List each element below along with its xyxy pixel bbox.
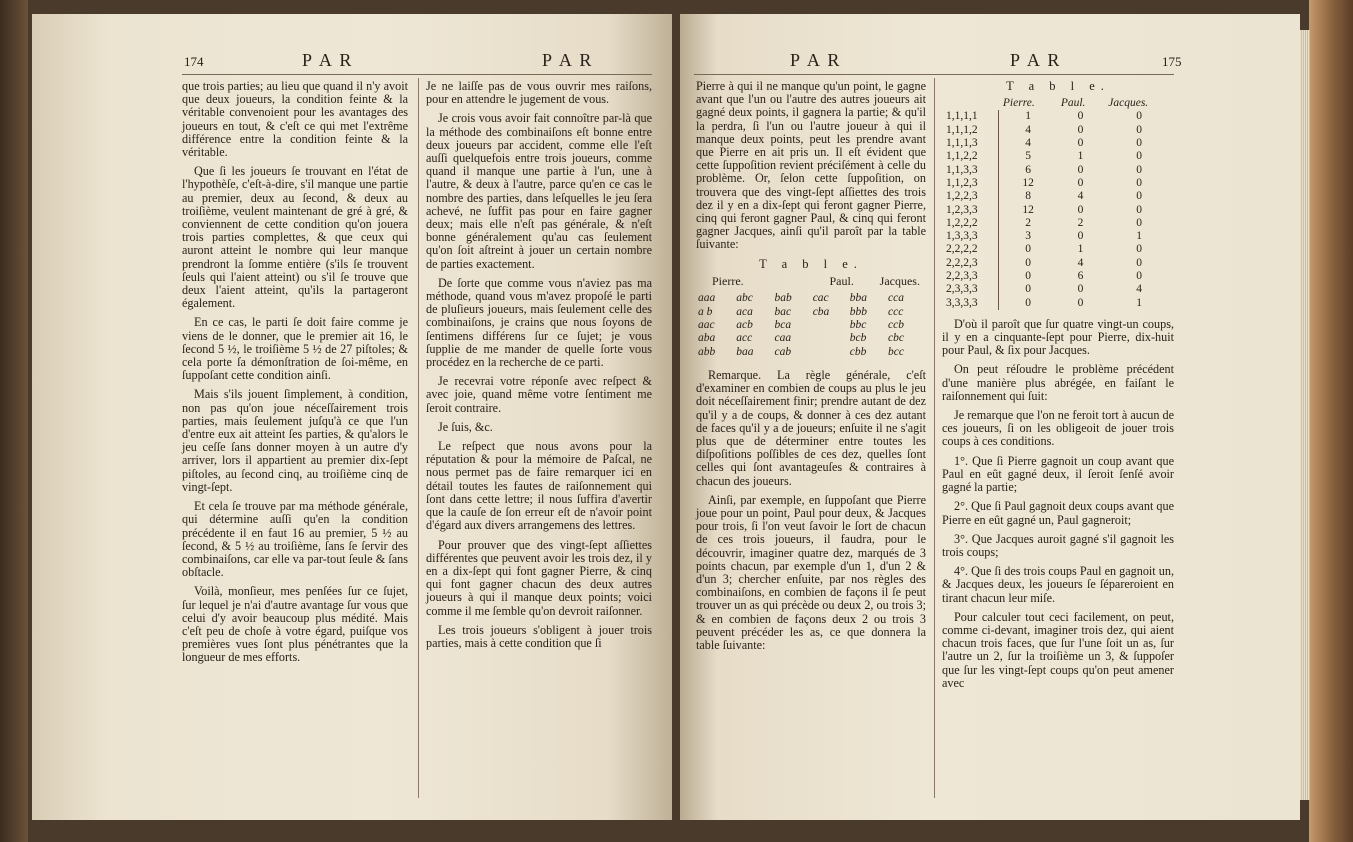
table-cell: 1 <box>1136 296 1142 309</box>
header-rule <box>182 74 652 75</box>
table-cell: 3 <box>1025 230 1031 243</box>
table-cell: cab <box>774 345 792 358</box>
arrangements-table <box>696 292 922 359</box>
table-cell: 0 <box>1077 230 1084 243</box>
table-row <box>696 292 922 305</box>
table-cell: ccc <box>888 305 904 318</box>
paragraph: Je ne laiſſe pas de vous ouvrir mes raiſons, pour en attendre le jugement de vous. <box>426 79 652 107</box>
table-cell: 0 <box>1077 163 1084 176</box>
table-cell: baa <box>736 345 754 358</box>
column-header: Pierre. <box>712 273 744 288</box>
table-cell: 4 <box>1077 190 1084 203</box>
table-cell: 1 <box>1136 230 1142 243</box>
table-row <box>942 297 1174 310</box>
column-header: Jacques. <box>1108 97 1149 110</box>
running-head-left: P A R <box>790 50 842 70</box>
table-cell: 0 <box>1136 270 1142 283</box>
table-cell: 0 <box>1136 176 1142 189</box>
table-cell: 1,1,2,3 <box>942 177 999 190</box>
table-cell: 0 <box>1025 256 1031 269</box>
table-cell: 0 <box>1136 163 1142 176</box>
table-cell: 2 <box>1025 216 1031 229</box>
table-row <box>696 305 922 318</box>
table-cell: bbc <box>849 318 867 331</box>
table-cell: 2,2,2,3 <box>942 257 999 270</box>
paragraph: Pour prouver que des vingt-ſept aſſiettes différentes que peuvent avoir les trois dez, il y en a dix-ſept qui font gagner Pierre, & cinq qui font gagner chacun des deux autres joueurs à qui il manque deux points; voici comme il me ſemble qu'on devroit raiſonner. <box>426 537 652 618</box>
header-rule <box>694 74 1174 75</box>
table-row <box>942 177 1174 190</box>
right-page-column-2 <box>942 80 1174 696</box>
table-title: T a b l e. <box>1006 79 1110 93</box>
table-cell: 2,3,3,3 <box>942 283 999 296</box>
paragraph: D'où il paroît que ſur quatre vingt-un coups, il y en a cinquante-ſept pour Pierre, dix-huit pour Paul, & ſix pour Jacques. <box>942 316 1174 358</box>
table-cell: 1,1,2,2 <box>942 150 999 163</box>
table-cell: 6 <box>1077 270 1084 283</box>
table-cell: 1 <box>1025 110 1031 123</box>
paragraph: Je remarque que l'on ne feroit tort à aucun de ces joueurs, ſi on les obligeoit de jouer trois coups à ces conditions. <box>942 408 1174 449</box>
left-page-column-2 <box>426 80 652 656</box>
table-cell: bba <box>849 292 868 305</box>
table-title: T a b l e. <box>759 256 863 271</box>
table-cell: 0 <box>1077 110 1084 123</box>
table-cell: 0 <box>1025 283 1031 296</box>
table-row <box>942 217 1174 230</box>
paragraph: Pour calculer tout ceci facilement, on peut, comme ci-devant, imaginer trois dez, qui aient chacun trois faces, que ſur l'une ſoit un as, ſur l'autre un 2, ſur la troiſième un 3, & ſuppoſer que ſur les vingt-ſept coups qu'on peut amener avec <box>942 609 1174 690</box>
table-row <box>942 124 1174 137</box>
table-cell: 1,1,1,1 <box>942 110 999 123</box>
table-cell: 0 <box>1077 176 1084 189</box>
table-cell: 4 <box>1077 256 1084 269</box>
paragraph: Je crois vous avoir fait connoître par-là que la méthode des combinaiſons eſt bonne entre deux joueurs par accident, comme elle l'eſt auſſi quelquefois entre trois joueurs, comme quand il manque une partie à l'un, une à l'autre, & deux à l'autre, parce qu'en ce cas le nombre des parties, dans leſquelles le jeu ſera achevé, ne ſuffit pas pour en faire gagner deux; mais elle n'eſt pas générale, & n'eſt bonne généralement qu'au cas ſeulement qu'on ſoit aſtreint à jouer un certain nombre de parties exactement. <box>426 111 652 271</box>
paragraph: 3°. Que Jacques auroit gagné s'il gagnoit les trois coups; <box>942 531 1174 559</box>
table-cell: bca <box>774 318 792 331</box>
table-cell: 12 <box>1022 176 1034 189</box>
book-cover-right <box>1309 0 1353 842</box>
table-row <box>696 319 922 332</box>
table-cell: 1,1,1,2 <box>942 124 999 137</box>
table-cell: 1 <box>1077 243 1084 256</box>
table-cell: 5 <box>1025 150 1031 163</box>
paragraph: Les trois joueurs s'obligent à jouer trois parties, mais à cette condition que ſi <box>426 622 652 650</box>
left-page-column-1 <box>182 80 408 671</box>
table-cell: bac <box>774 305 792 318</box>
table-cell: 0 <box>1077 137 1084 150</box>
paragraph: Je recevrai votre réponſe avec reſpect & avec joie, quand même votre ſentiment me ſeroit contraire. <box>426 374 652 415</box>
table-cell: 1,1,3,3 <box>942 164 999 177</box>
table-cell: 2,2,2,2 <box>942 243 999 256</box>
table-row <box>942 190 1174 203</box>
running-head-left: P A R <box>302 50 354 70</box>
right-page-column-1 <box>696 80 926 658</box>
table-cell: caa <box>774 332 792 345</box>
table-row <box>942 270 1174 283</box>
table-cell: aba <box>698 332 716 345</box>
table-cell: 0 <box>1136 256 1142 269</box>
table-cell: 1,2,2,2 <box>942 217 999 230</box>
column-header: Paul. <box>829 273 854 288</box>
table-cell: 0 <box>1077 296 1084 309</box>
paragraph: Pierre à qui il ne manque qu'un point, le gagne avant que l'un ou l'autre des autres joueurs ait gagné deux points, il gagnera la partie; & qu'il la perdra, ſi l'un ou l'autre joueur à qui il manque deux points, peut les prendre avant que Pierre en ait pris un. Il eſt évident que cette ſuppoſition revient préciſément à celle du problème. Or, ſelon cette ſuppoſition, on trouvera que des vingt-ſept aſſiettes des trois dez il y en a dix-ſept qui feront gagner Pierre, cinq qui feront gagner Paul, & cinq qui feront gagner Jacques, ainſi qu'il paroît par la table ſuivante: <box>696 79 926 252</box>
table-row <box>942 110 1174 123</box>
paragraph: On peut réſoudre le problème précédent d'une manière plus abrégée, en faiſant le raiſonnement qui ſuit: <box>942 362 1174 403</box>
table-cell: aac <box>698 318 715 331</box>
table-cell: cbc <box>888 332 904 345</box>
table-row <box>942 257 1174 270</box>
table-cell: 0 <box>1077 123 1084 136</box>
table-cell: a b <box>698 305 713 318</box>
table-cell: 0 <box>1025 243 1031 256</box>
column-rule <box>418 78 419 798</box>
table-cell: 3,3,3,3 <box>942 297 999 310</box>
dice-table <box>942 97 1174 310</box>
table-cell: 0 <box>1136 150 1142 163</box>
page-number: 175 <box>1162 54 1182 69</box>
table-cell: abc <box>736 292 753 305</box>
column-rule <box>934 78 935 798</box>
table-row <box>942 164 1174 177</box>
paragraph: 4°. Que ſi des trois coups Paul en gagnoit un, & Jacques deux, les joueurs ſe ſépareroient en tirant chacun leur miſe. <box>942 564 1174 605</box>
paragraph: Ainſi, par exemple, en ſuppoſant que Pierre joue pour un point, Paul pour deux, & Jacques pour trois, ſi l'on veut ſavoir le ſort de chacun de ces trois joueurs, il faudra, pour le découvrir, imaginer quatre dez, marqués de 3 points chacun, par exemple d'un 1, d'un 2 & d'un 3; chercher enſuite, par nos règles des combinaiſons, en combien de façons il ſe peut trouver un as qui précède ou deux 2, ou trois 3; & en combien de façons deux 2 ou trois 3 peuvent précéder les as, ce que donnera la table ſuivante: <box>696 492 926 653</box>
table-row <box>942 203 1174 216</box>
paragraph: que trois parties; au lieu que quand il n'y avoit que deux joueurs, la condition feinte & la véritable convenoient pour les avantages des joueurs en tout, & c'eſt ce qui met l'extrême différence entre la condition feinte & la véritable. <box>182 79 408 160</box>
table-cell: cba <box>812 305 830 318</box>
table-cell: cac <box>812 292 829 305</box>
paragraph: Remarque. La règle générale, c'eſt d'examiner en combien de coups au plus le jeu doit néceſſairement finir; prendre autant de dez qu'il y a de coups, & donner à ces dez autant de faces qu'il y a de joueurs; enſuite il ne s'agit plus que de déterminer entre toutes les diſpoſitions poſſibles de ces dez, quelles ſont celles qui ſont avantageuſes & contraires à chacun des joueurs. <box>696 368 926 488</box>
table-cell: 0 <box>1025 296 1031 309</box>
paragraph: Voilà, monſieur, mes penſées ſur ce ſujet, ſur lequel je n'ai d'autre avantage ſur vous que celui d'y avoir beaucoup plus médité. Mais c'eſt peu de choſe à votre égard, puiſque vos premières vues ſont plus pénétrantes que la longueur de mes efforts. <box>182 584 408 665</box>
table-cell: bab <box>774 292 792 305</box>
running-head-right: P A R <box>1010 50 1062 70</box>
page-number: 174 <box>184 54 204 69</box>
table-cell: 0 <box>1136 110 1142 123</box>
table-row <box>942 150 1174 163</box>
paragraph: 1°. Que ſi Pierre gagnoit un coup avant que Paul en eût gagné deux, il ſeroit ſenſé avoir gagné la partie; <box>942 453 1174 495</box>
right-page <box>680 14 1300 820</box>
table-cell: 0 <box>1077 203 1084 216</box>
table-row <box>942 243 1174 256</box>
paragraph: De ſorte que comme vous n'aviez pas ma méthode, quand vous m'avez propoſé le parti de pluſieurs joueurs, mais ſeulement celle des combinaiſons, je crains que nous ſoyons de ſentimens différens ſur ce ſujet; je vous ſupplie de me mander de quelle ſorte vous procédez en la recherche de ce parti. <box>426 275 652 370</box>
table-cell: 2 <box>1077 216 1084 229</box>
table-cell <box>811 346 848 359</box>
table-cell: acc <box>736 332 753 345</box>
table-header <box>712 275 920 288</box>
table-row <box>942 230 1174 243</box>
table-cell: cbb <box>849 345 867 358</box>
table-row <box>942 137 1174 150</box>
table-cell: 2,2,3,3 <box>942 270 999 283</box>
left-page <box>32 14 672 820</box>
table-cell: abb <box>698 345 716 358</box>
table-cell: 1,3,3,3 <box>942 230 999 243</box>
column-header: Jacques. <box>879 273 920 288</box>
paragraph: 2°. Que ſi Paul gagnoit deux coups avant que Pierre en eût gagné un, Paul gagneroit; <box>942 499 1174 527</box>
table-row <box>696 332 922 345</box>
table-cell: bcb <box>849 332 867 345</box>
signature-line: Je ſuis, &c. <box>438 419 493 434</box>
table-cell: 0 <box>1136 137 1142 150</box>
table-cell: ccb <box>888 318 904 331</box>
table-cell: 0 <box>1136 190 1142 203</box>
column-header <box>942 97 999 110</box>
table-cell: 0 <box>1136 243 1142 256</box>
table-cell: 0 <box>1136 216 1142 229</box>
table-cell: 0 <box>1136 123 1142 136</box>
table-cell: 4 <box>1025 123 1031 136</box>
table-cell <box>811 319 848 332</box>
paragraph: Mais s'ils jouent ſimplement, à condition, non pas qu'on joue néceſſairement trois parties, mais ſeulement juſqu'à ce que l'un d'entre eux ait atteint ſes parties, & qu'alors le jeu ceſſe ſans donner moyen à un autre d'y arriver, lors il appartient au premier dix-ſept piſtoles, au ſecond cinq, au troiſième cinq de vingt-ſept. <box>182 387 408 494</box>
table-cell: 1,2,3,3 <box>942 203 999 216</box>
column-header: Pierre. <box>1002 97 1035 110</box>
table-row <box>942 283 1174 296</box>
page-edges <box>1300 30 1310 800</box>
table-cell: bbb <box>849 305 868 318</box>
table-cell: aca <box>736 305 753 318</box>
table-row <box>696 346 922 359</box>
running-head-right: P A R <box>542 50 594 70</box>
table-cell: 4 <box>1136 283 1142 296</box>
table-cell: 0 <box>1136 203 1142 216</box>
table-cell: bcc <box>888 345 904 358</box>
table-cell <box>811 332 848 345</box>
table-cell: 8 <box>1025 190 1031 203</box>
paragraph: Que ſi les joueurs ſe trouvant en l'état de l'hypothèſe, c'eſt-à-dire, s'il manque une partie au premier, deux au ſecond, & deux au troiſième, veulent maintenant de gré à gré, & conviennent de cette condition qu'on jouera trois parties complettes, & que ceux qui auront atteint le nombre qui leur manque prendront la ſomme entière (s'ils ſe trouvent ſeuls qui l'aient atteint) ou s'il ſe trouve que deux l'aient atteint, qu'ils la partageront également. <box>182 164 408 311</box>
table-cell: 4 <box>1025 137 1031 150</box>
paragraph: En ce cas, le parti ſe doit faire comme je viens de le donner, que le premier ait 16, le ſecond 5 ½, le troiſième 5 ½ de 27 piſtoles; & cela porte ſa démonſtration de ſoi-même, en ſuppoſant cette condition ainſi. <box>182 315 408 383</box>
table-cell: acb <box>736 318 753 331</box>
table-cell: 1 <box>1077 150 1084 163</box>
table-cell: 0 <box>1077 283 1084 296</box>
table-cell: 6 <box>1025 163 1031 176</box>
book-cover-left <box>0 0 28 842</box>
table-cell: 0 <box>1025 270 1031 283</box>
table-cell: 12 <box>1022 203 1034 216</box>
table-cell: aaa <box>698 292 716 305</box>
column-header: Paul. <box>1060 97 1086 110</box>
paragraph: Le reſpect que nous avons pour la réputation & pour la mémoire de Paſcal, ne nous permet pas de faire remarquer ici en détail toutes les fautes de raiſonnement qui ſont dans cette lettre; il nous ſuffira d'avertir que la cauſe de ſon erreur eſt de n'avoir point d'égard aux divers arrangemens des lettres. <box>426 439 652 533</box>
table-cell: 1,1,1,3 <box>942 137 999 150</box>
paragraph: Et cela ſe trouve par ma méthode générale, qui détermine auſſi qu'en la condition précédente il en faut 16 au premier, 5 ½ au ſecond, & 5 ½ au troiſième, ſans ſe ſervir des combinaiſons, car elle va par-tout ſeule & ſans obſtacle. <box>182 499 408 580</box>
table-cell: cca <box>888 292 904 305</box>
table-cell: 1,2,2,3 <box>942 190 999 203</box>
